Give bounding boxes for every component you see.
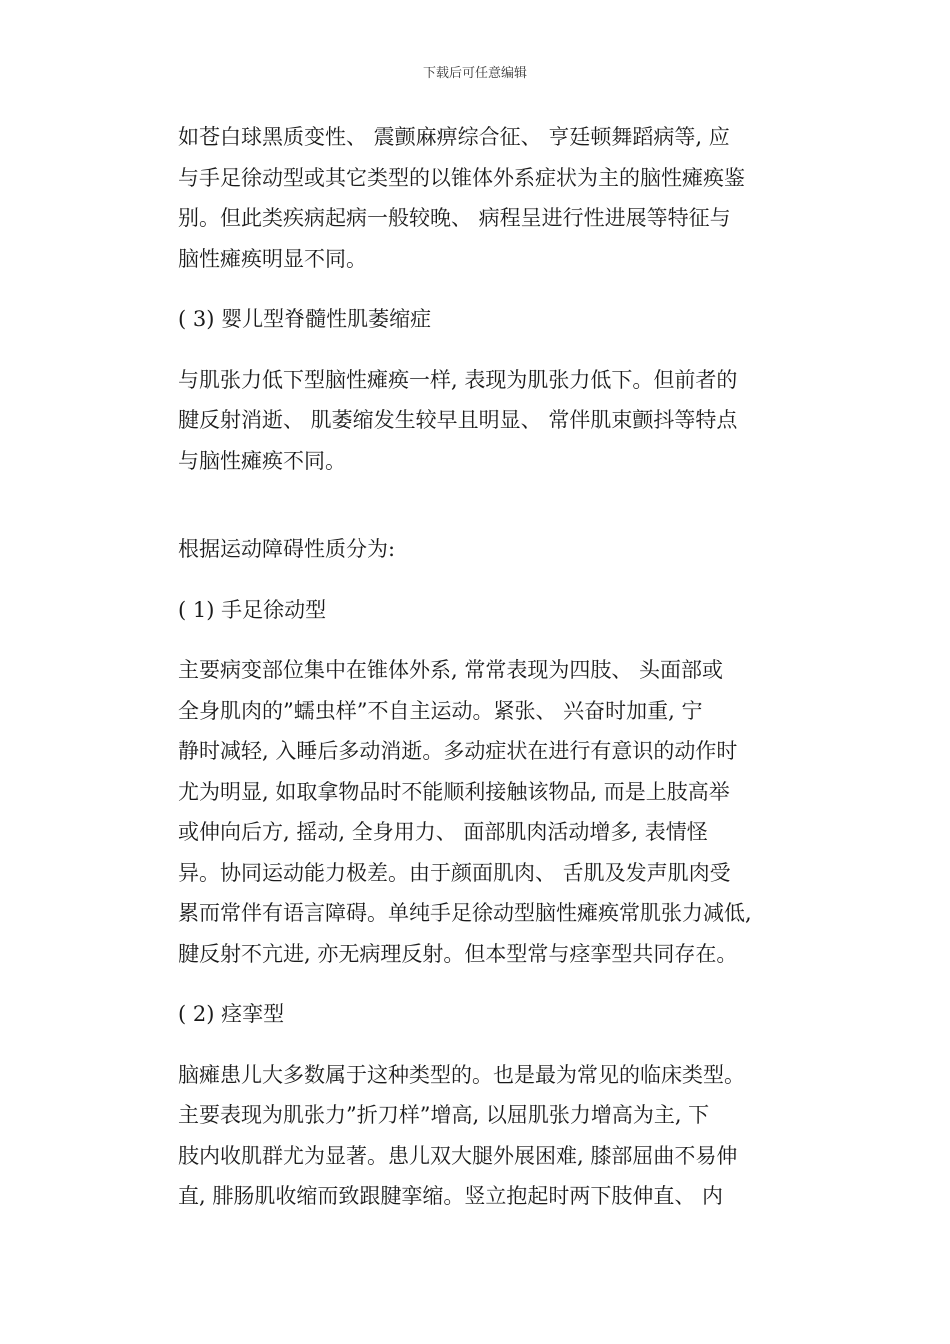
text-line: 主要病变部位集中在锥体外系, 常常表现为四肢、 头面部或	[178, 658, 724, 682]
text-line: 别。但此类疾病起病一般较晚、 病程呈进行性进展等特征与	[178, 206, 731, 230]
paragraph	[178, 117, 818, 279]
document-body	[178, 117, 818, 1217]
section-heading	[178, 299, 818, 340]
paragraph	[178, 1055, 818, 1217]
text-line: 根据运动障碍性质分为:	[178, 537, 396, 561]
page-header: 下载后可任意编辑	[422, 66, 527, 81]
text-line: 脑性瘫痪明显不同。	[178, 246, 367, 271]
text-line: 主要表现为肌张力”折刀样”增高, 以屈肌张力增高为主, 下	[178, 1103, 710, 1127]
text-line: 腱反射消逝、 肌萎缩发生较早且明显、 常伴肌束颤抖等特点	[178, 408, 738, 432]
section-heading	[178, 590, 818, 631]
section-heading	[178, 994, 818, 1035]
text-line: 全身肌肉的”蠕虫样”不自主运动。紧张、 兴奋时加重, 宁	[178, 698, 703, 723]
text-line: 与手足徐动型或其它类型的以锥体外系症状为主的脑性瘫痪鉴	[178, 165, 745, 190]
text-line: 与脑性瘫痪不同。	[178, 448, 346, 473]
text-line: 或伸向后方, 摇动, 全身用力、 面部肌肉活动增多, 表情怪	[178, 820, 708, 844]
paragraph	[178, 650, 818, 974]
text-line: 累而常伴有语言障碍。单纯手足徐动型脑性瘫痪常肌张力减低,	[178, 901, 752, 925]
heading-text: ( 2) 痉挛型	[178, 1002, 285, 1026]
paragraph	[178, 529, 818, 570]
text-line: 异。协同运动能力极差。由于颜面肌肉、 舌肌及发声肌肉受	[178, 860, 731, 885]
heading-text: ( 3) 婴儿型脊髓性肌萎缩症	[178, 307, 432, 331]
heading-text: ( 1) 手足徐动型	[178, 597, 327, 622]
text-line: 直, 腓肠肌收缩而致跟腱挛缩。竖立抱起时两下肢伸直、 内	[178, 1184, 724, 1208]
text-line: 腱反射不亢进, 亦无病理反射。但本型常与痉挛型共同存在。	[178, 941, 738, 966]
text-line: 静时减轻, 入睡后多动消逝。多动症状在进行有意识的动作时	[178, 739, 738, 763]
text-line: 如苍白球黑质变性、 震颤麻痹综合征、 亨廷顿舞蹈病等, 应	[178, 125, 730, 149]
paragraph	[178, 360, 818, 482]
text-line: 肢内收肌群尤为显著。患儿双大腿外展困难, 膝部屈曲不易伸	[178, 1143, 738, 1168]
text-line: 脑瘫患儿大多数属于这种类型的。也是最为常见的临床类型。	[178, 1062, 745, 1087]
text-line: 与肌张力低下型脑性瘫痪一样, 表现为肌张力低下。但前者的	[178, 367, 738, 392]
text-line: 尤为明显, 如取拿物品时不能顺利接触该物品, 而是上肢高举	[178, 779, 730, 804]
